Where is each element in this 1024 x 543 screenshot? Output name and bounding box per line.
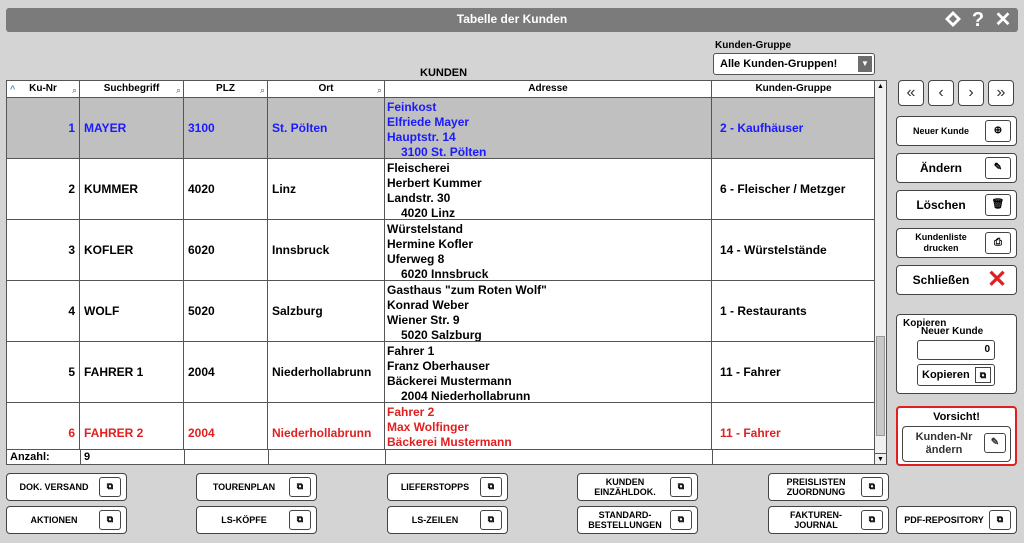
- external-link-icon: ⧉: [289, 477, 311, 497]
- address-cell: Fleischerei Herbert Kummer Landstr. 30 4020 Linz: [385, 159, 712, 219]
- column-header-nr[interactable]: ^ Ku-Nr ⌕: [7, 81, 80, 98]
- address-cell: Feinkost Elfriede Mayer Hauptstr. 14 3100 St. Pölten: [385, 98, 712, 158]
- previous-record-button[interactable]: ‹: [928, 80, 954, 106]
- group-filter-value: Alle Kunden-Gruppen!: [720, 58, 838, 70]
- count-label: Anzahl:: [10, 451, 50, 463]
- address-cell: Würstelstand Hermine Kofler Uferweg 8 6020 Innsbruck: [385, 220, 712, 280]
- einzaehl-dok-button[interactable]: KUNDEN EINZÄHLDOK. ⧉: [577, 473, 698, 501]
- copy-customer-panel: [896, 314, 1017, 394]
- external-link-icon: ⧉: [289, 510, 311, 530]
- window-title: Tabelle der Kunden: [456, 12, 568, 26]
- close-icon[interactable]: ✕: [994, 9, 1012, 31]
- tag-icon[interactable]: [942, 9, 964, 31]
- group-filter-label: Kunden-Gruppe: [715, 40, 792, 51]
- table-row[interactable]: 1 MAYER 3100 St. Pölten Feinkost Elfriede Mayer Hauptstr. 14 3100 St. Pölten 2 - Kaufhäuser: [7, 98, 875, 159]
- copy-button[interactable]: Kopieren ⧉: [917, 364, 995, 386]
- standard-bestellungen-button[interactable]: STANDARD-BESTELLUNGEN ⧉: [577, 506, 698, 534]
- address-cell: Fahrer 1 Franz Oberhauser Bäckerei Mustermann 2004 Niederhollabrunn: [385, 342, 712, 402]
- count-row: [7, 449, 875, 465]
- close-x-icon: ✕: [987, 266, 1008, 293]
- scroll-down-icon[interactable]: ▼: [875, 453, 886, 464]
- table-scrollbar[interactable]: [874, 81, 886, 464]
- edit-document-icon: ✎: [985, 157, 1011, 179]
- address-cell: Gasthaus "zum Roten Wolf" Konrad Weber Wiener Str. 9 5020 Salzburg: [385, 281, 712, 341]
- search-icon: ⌕: [376, 85, 382, 95]
- printer-icon: ⎙: [985, 232, 1011, 254]
- ls-zeilen-button[interactable]: LS-ZEILEN ⧉: [387, 506, 508, 534]
- table-row[interactable]: 2 KUMMER 4020 Linz Fleischerei Herbert Kummer Landstr. 30 4020 Linz 6 - Fleischer / Metzger: [7, 159, 875, 220]
- warning-panel: [896, 406, 1017, 466]
- lieferstopps-button[interactable]: LIEFERSTOPPS ⧉: [387, 473, 508, 501]
- search-icon: ⌕: [175, 85, 181, 95]
- column-header-ort[interactable]: Ort ⌕: [268, 81, 385, 98]
- last-record-button[interactable]: »: [988, 80, 1014, 106]
- chevron-down-icon[interactable]: ▼: [858, 56, 872, 72]
- first-record-button[interactable]: «: [898, 80, 924, 106]
- table-row[interactable]: 4 WOLF 5020 Salzburg Gasthaus "zum Roten Wolf" Konrad Weber Wiener Str. 9 5020 Salzburg 1 - Restaurants: [7, 281, 875, 342]
- table-row[interactable]: 5 FAHRER 1 2004 Niederhollabrunn Fahrer 1 Franz Oberhauser Bäckerei Mustermann 2004 Niederhollabrunn 11 - Fahrer: [7, 342, 875, 403]
- tourenplan-button[interactable]: TOURENPLAN ⧉: [196, 473, 317, 501]
- next-record-button[interactable]: ›: [958, 80, 984, 106]
- title-bar: [0, 0, 1024, 36]
- scrollbar-thumb[interactable]: [876, 336, 885, 436]
- column-header-adresse[interactable]: Adresse: [385, 81, 712, 98]
- copy-icon: ⧉: [975, 367, 991, 383]
- column-header-plz[interactable]: PLZ ⌕: [184, 81, 268, 98]
- sort-asc-icon: ^: [10, 84, 16, 94]
- ls-koepfe-button[interactable]: LS-KÖPFE ⧉: [196, 506, 317, 534]
- copy-new-customer-input[interactable]: 0: [917, 340, 995, 360]
- preislisten-zuordnung-button[interactable]: PREISLISTEN ZUORDNUNG ⧉: [768, 473, 889, 501]
- address-cell: Fahrer 2 Max Wolfinger Bäckerei Mustermann: [385, 403, 712, 463]
- external-link-icon: ⧉: [480, 477, 502, 497]
- help-icon[interactable]: ?: [971, 9, 985, 31]
- column-header-kunden-gruppe[interactable]: Kunden-Gruppe: [755, 83, 832, 94]
- table-row[interactable]: 3 KOFLER 6020 Innsbruck Würstelstand Hermine Kofler Uferweg 8 6020 Innsbruck 14 - Würstelstände: [7, 220, 875, 281]
- group-filter-select[interactable]: [713, 53, 875, 75]
- copy-new-customer-label: Neuer Kunde: [921, 326, 984, 337]
- table-row[interactable]: 6 FAHRER 2 2004 Niederhollabrunn Fahrer 2 Max Wolfinger Bäckerei Mustermann 11 - Fahrer: [7, 403, 875, 464]
- external-link-icon: ⧉: [99, 477, 121, 497]
- close-button[interactable]: Schließen ✕: [896, 265, 1017, 295]
- search-icon: ⌕: [259, 85, 265, 95]
- table-title: KUNDEN: [420, 67, 468, 79]
- external-link-icon: ⧉: [861, 510, 883, 530]
- trash-icon: 🗑: [985, 194, 1011, 216]
- customer-table: [6, 80, 887, 465]
- dok-versand-button[interactable]: DOK. VERSAND ⧉: [6, 473, 127, 501]
- new-document-icon: ⊕: [985, 120, 1011, 142]
- delete-button[interactable]: Löschen 🗑: [896, 190, 1017, 220]
- table-header: [7, 81, 875, 98]
- external-link-icon: ⧉: [989, 510, 1011, 530]
- new-customer-button[interactable]: Neuer Kunde ⊕: [896, 116, 1017, 146]
- external-link-icon: ⧉: [480, 510, 502, 530]
- search-icon: ⌕: [71, 85, 77, 95]
- fakturen-journal-button[interactable]: FAKTUREN-JOURNAL ⧉: [768, 506, 889, 534]
- edit-button[interactable]: Ändern ✎: [896, 153, 1017, 183]
- count-value: 9: [84, 451, 91, 463]
- external-link-icon: ⧉: [99, 510, 121, 530]
- column-header-suchbegriff[interactable]: Suchbegriff ⌕: [80, 81, 184, 98]
- external-link-icon: ⧉: [670, 510, 692, 530]
- external-link-icon: ⧉: [861, 477, 883, 497]
- pdf-repository-button[interactable]: PDF-REPOSITORY ⧉: [896, 506, 1017, 534]
- aktionen-button[interactable]: AKTIONEN ⧉: [6, 506, 127, 534]
- edit-document-icon: ✎: [984, 433, 1006, 453]
- print-customer-list-button[interactable]: Kundenliste drucken ⎙: [896, 228, 1017, 258]
- change-customer-number-button[interactable]: Kunden-Nr ändern ✎: [902, 426, 1011, 462]
- scroll-up-icon[interactable]: ▲: [877, 83, 884, 90]
- external-link-icon: ⧉: [670, 477, 692, 497]
- warning-title: Vorsicht!: [933, 411, 980, 423]
- copy-label: Kopieren: [903, 318, 947, 329]
